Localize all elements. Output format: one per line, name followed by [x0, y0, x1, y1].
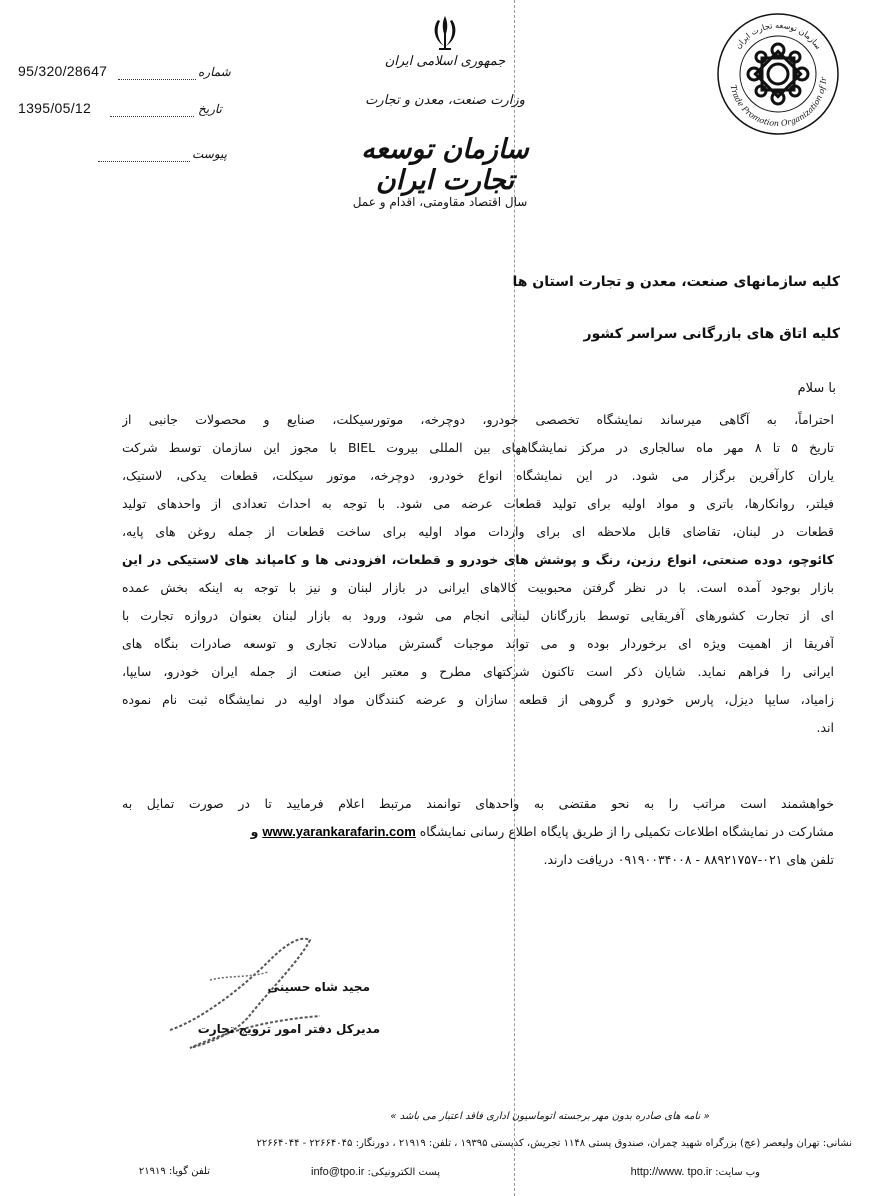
body-line: کائوچو، دوده صنعتی، انواع رزین، رنگ و پوشش های خودرو و قطعات، افزودنی ها و کامپاند های لاستیکی در این [122, 552, 834, 567]
attachment-field [18, 147, 227, 167]
date-value: 1395/05/12 [18, 100, 92, 116]
attachment-label: پیوست [192, 147, 227, 161]
organization-title: سازمان توسعه تجارت ایران [361, 134, 529, 196]
body-line: زامیاد، سایپا دیزل، پارس خودرو و گروهی از قطعه سازان و عرضه کنندگان مواد اولیه در نمایشگاه ثبت نام نموده [122, 692, 834, 707]
closing-line-text: مشارکت در نمایشگاه اطلاعات تکمیلی را از طریق پایگاه اطلاع رسانی نمایشگاه [419, 824, 834, 839]
footer-notice: « نامه های صادره بدون مهر برجسته اتوماسیون اداری فاقد اعتبار می باشد » [390, 1111, 710, 1122]
iran-emblem-icon [428, 12, 462, 52]
number-value: 95/320/28647 [18, 63, 108, 79]
footer-web [560, 1166, 760, 1178]
body-line: اند. [816, 720, 834, 735]
tpo-logo [712, 8, 844, 140]
number-label: شماره [198, 65, 231, 79]
body-line: یاران کارآفرین برگزار می شود. در این نمایشگاه انواع خودرو، دوچرخه، موتور سیکلت، قطعات یدکی، لاستیک، [122, 468, 834, 483]
email-value[interactable]: info@tpo.ir [311, 1166, 365, 1178]
iran-emblem [428, 12, 462, 52]
website-link[interactable]: www.yarankarafarin.com [262, 824, 416, 839]
footer-phone: تلفن گویا: ۲۱۹۱۹ [138, 1166, 210, 1177]
email-label: پست الکترونیکی: [367, 1167, 440, 1178]
tpo-logo-icon [712, 8, 844, 140]
body-line: ای از تجارت کشورهای آفریقایی توسط بازرگانان لبنانی انجام می شود، ورود به بازار لبنان بعنوان دروازه تجارت با [122, 608, 834, 623]
closing-line-2 [122, 821, 834, 843]
date-field [18, 100, 222, 120]
body-line: فیلتر، روانکارها، باتری و مواد اولیه برای تولید قطعات عرضه می شود. با توجه به احداث تعدادی از واحدهای تولید [122, 496, 834, 511]
body-line: قطعات در لبنان، تقاضای قابل ملاحظه ای برای واردات مواد اولیه برای ساخت قطعات از جمله روغن های پایه، [122, 524, 834, 539]
body-line: احتراماً، به آگاهی میرساند نمایشگاه تخصصی خودرو، دوچرخه، موتورسیکلت، صنایع و محصولات جانبی از [122, 412, 834, 427]
number-field [18, 63, 231, 83]
logo-text-en: Trade Promotion Organization of Ir [728, 77, 829, 129]
website-and: و [250, 824, 259, 839]
body-line: آفریقا از اهمیت ویژه ای برخوردار بوده و می تواند موجبات گسترش مبادلات تجاری و توسعه صادرات بنگاه های [122, 636, 834, 651]
recipient-2: کلیه اتاق های بازرگانی سراسر کشور [583, 326, 840, 342]
recipient-1: کلیه سازمانهای صنعت، معدن و تجارت استان ها [512, 274, 840, 290]
year-slogan: سال اقتصاد مقاومتی، اقدام و عمل [352, 195, 528, 209]
closing-line-3: تلفن های ۰۲۱-۸۸۹۲۱۷۵۷ - ۰۹۱۹۰۰۳۴۰۰۸ دریافت دارند. [543, 852, 834, 867]
web-label: وب سایت: [715, 1167, 760, 1178]
web-value[interactable]: http://www. tpo.ir [630, 1166, 712, 1178]
body-line: ایرانی را فراهم نماید. شایان ذکر است تاکنون شرکتهای مطرح و معتبر این صنعت از جمله ایران خودرو، سایپا، [122, 664, 834, 679]
footer-address: نشانی: تهران ولیعصر (عج) بزرگراه شهید چمران، صندوق پستی ۱۱۴۸ تجریش، کدپستی ۱۹۳۹۵ ، تلفن: ۲۱۹۱۹ ، دورنگار: ۲۲۶۶۴۰۴۵ - ۲۲۶۶۴۰۴۴ [256, 1138, 852, 1149]
body-line: تاریخ ۵ تا ۸ مهر ماه سالجاری در مرکز نمایشگاههای بین المللی بیروت BIEL با مجوز این سازمان توسط شرکت [122, 440, 834, 455]
body-line: بازار بوجود آمده است. با در نظر گرفتن محبوبیت کالاهای ایرانی در بازار لبنان و نیز با توجه به اینکه بخش عمده [122, 580, 834, 595]
greeting: با سلام [797, 381, 836, 396]
logo-text-fa: سازمان توسعه تجارت ایران [733, 20, 823, 51]
ministry-title: وزارت صنعت، معدن و تجارت [365, 93, 525, 108]
footer-email [220, 1166, 440, 1178]
closing-line: خواهشمند است مراتب را به نحو مقتضی به واحدهای توانمند مرتبط اعلام فرمایید تا در صورت تمایل به [122, 796, 834, 811]
signatory-title: مدیرکل دفتر امور ترویج تجارت [197, 1022, 380, 1036]
republic-title: جمهوری اسلامی ایران [384, 54, 506, 69]
date-label: تاریخ [198, 102, 222, 116]
signatory-name: مجید شاه حسینی [267, 980, 370, 994]
